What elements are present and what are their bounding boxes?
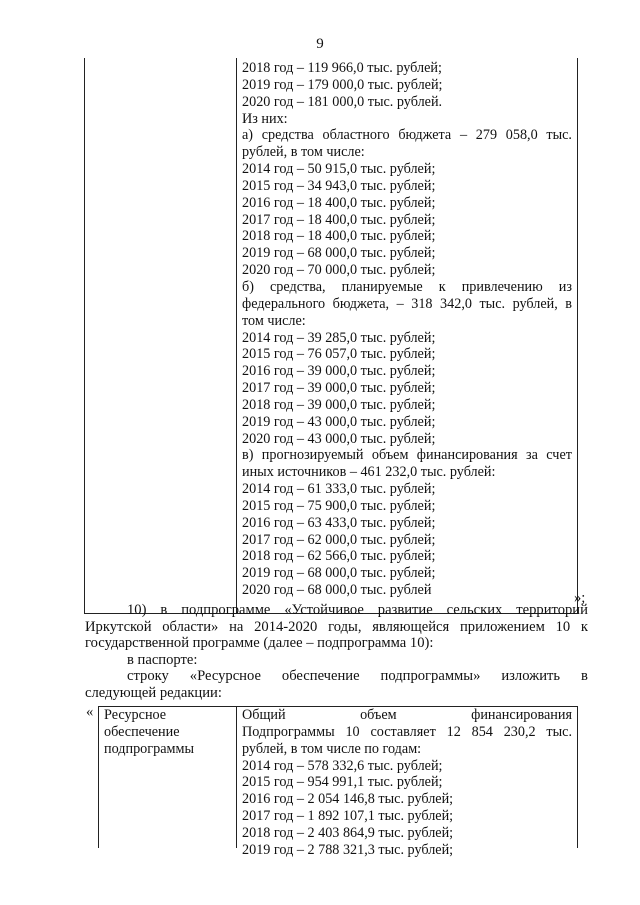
cell-line: 2019 год – 2 788 321,3 тыс. рублей; <box>242 841 454 858</box>
cell-line: 2014 год – 61 333,0 тыс. рублей; <box>242 481 436 498</box>
table-column-divider <box>236 58 237 614</box>
paragraph-line: Иркутской области» на 2014-2020 годы, являющейся приложением 10 к <box>85 618 588 635</box>
label-line: подпрограммы <box>104 740 194 757</box>
cell-line: 2017 год – 1 892 107,1 тыс. рублей; <box>242 808 454 825</box>
cell-line: 2017 год – 18 400,0 тыс. рублей; <box>242 211 436 228</box>
paragraph-line: 10) в подпрограмме «Устойчивое развитие сельских территорий <box>127 602 588 618</box>
page-number: 9 <box>316 36 324 52</box>
cell-line: 2019 год – 68 000,0 тыс. рублей; <box>242 565 436 582</box>
cell-line: 2018 год – 2 403 864,9 тыс. рублей; <box>242 824 454 841</box>
table-right-border <box>577 58 578 614</box>
cell-line: 2020 год – 70 000,0 тыс. рублей; <box>242 262 436 279</box>
cell-line: а) средства областного бюджета – 279 058,0 тыс. <box>242 127 572 144</box>
cell-line: 2015 год – 34 943,0 тыс. рублей; <box>242 177 436 194</box>
cell-line: 2015 год – 75 900,0 тыс. рублей; <box>242 497 436 514</box>
label-line: Ресурсное <box>104 707 167 723</box>
cell-line: в) прогнозируемый объем финансирования за счет <box>242 447 572 464</box>
cell-line: иных источников – 461 232,0 тыс. рублей: <box>242 464 496 481</box>
cell-line: 2019 год – 43 000,0 тыс. рублей; <box>242 413 436 430</box>
cell-line: 2018 год – 119 966,0 тыс. рублей; <box>242 60 442 76</box>
cell-line: 2018 год – 18 400,0 тыс. рублей; <box>242 228 436 245</box>
cell-line: 2016 год – 63 433,0 тыс. рублей; <box>242 514 436 531</box>
cell-line: 2014 год – 578 332,6 тыс. рублей; <box>242 757 443 774</box>
cell-line: рублей, в том числе по годам: <box>242 740 422 757</box>
cell-line: Из них: <box>242 110 288 127</box>
cell-line: рублей, в том числе: <box>242 144 365 161</box>
cell-line: 2019 год – 179 000,0 тыс. рублей; <box>242 76 443 93</box>
cell-line: 2017 год – 62 000,0 тыс. рублей; <box>242 531 436 548</box>
cell-line: 2020 год – 181 000,0 тыс. рублей. <box>242 93 443 110</box>
cell-line: 2018 год – 62 566,0 тыс. рублей; <box>242 548 436 565</box>
cell-line: 2016 год – 39 000,0 тыс. рублей; <box>242 363 436 380</box>
cell-line: б) средства, планируемые к привлечению из <box>242 278 572 295</box>
amendment-paragraph <box>85 602 588 702</box>
paragraph-line: следующей редакции: <box>85 684 222 701</box>
cell-line: 2017 год – 39 000,0 тыс. рублей; <box>242 380 436 397</box>
opening-quote: « <box>86 704 94 720</box>
cell-line: 2019 год – 68 000,0 тыс. рублей; <box>242 245 436 262</box>
cell-line: том числе: <box>242 312 306 329</box>
cell-line: 2015 год – 954 991,1 тыс. рублей; <box>242 774 443 791</box>
paragraph-line: государственной программе (далее – подпрограмма 10): <box>85 635 434 652</box>
cell-line: 2016 год – 18 400,0 тыс. рублей; <box>242 194 436 211</box>
cell-line: 2014 год – 50 915,0 тыс. рублей; <box>242 161 436 178</box>
cell-line: 2020 год – 68 000,0 тыс. рублей <box>242 582 432 599</box>
table2-value-cell <box>242 707 572 859</box>
cell-line: 2014 год – 39 285,0 тыс. рублей; <box>242 329 436 346</box>
closing-quote: »; <box>574 590 586 606</box>
cell-line: 2016 год – 2 054 146,8 тыс. рублей; <box>242 791 454 808</box>
table2-left-border <box>98 706 99 848</box>
table-left-border <box>84 58 85 614</box>
cell-line: 2020 год – 43 000,0 тыс. рублей; <box>242 430 436 447</box>
cell-line: Общий объем финансирования <box>242 707 572 723</box>
paragraph-line: строку «Ресурсное обеспечение подпрограммы» изложить в <box>127 668 588 685</box>
funding-text-cell <box>242 60 572 599</box>
cell-line: Подпрограммы 10 составляет 12 854 230,2 тыс. <box>242 723 572 740</box>
table2-right-border <box>577 706 578 848</box>
table2-label-cell <box>104 707 232 758</box>
cell-line: федерального бюджета, – 318 342,0 тыс. рублей, в <box>242 295 572 312</box>
cell-line: 2015 год – 76 057,0 тыс. рублей; <box>242 346 436 363</box>
paragraph-line: в паспорте: <box>127 651 198 668</box>
cell-line: 2018 год – 39 000,0 тыс. рублей; <box>242 396 436 413</box>
label-line: обеспечение <box>104 723 180 740</box>
table2-column-divider <box>236 706 237 848</box>
